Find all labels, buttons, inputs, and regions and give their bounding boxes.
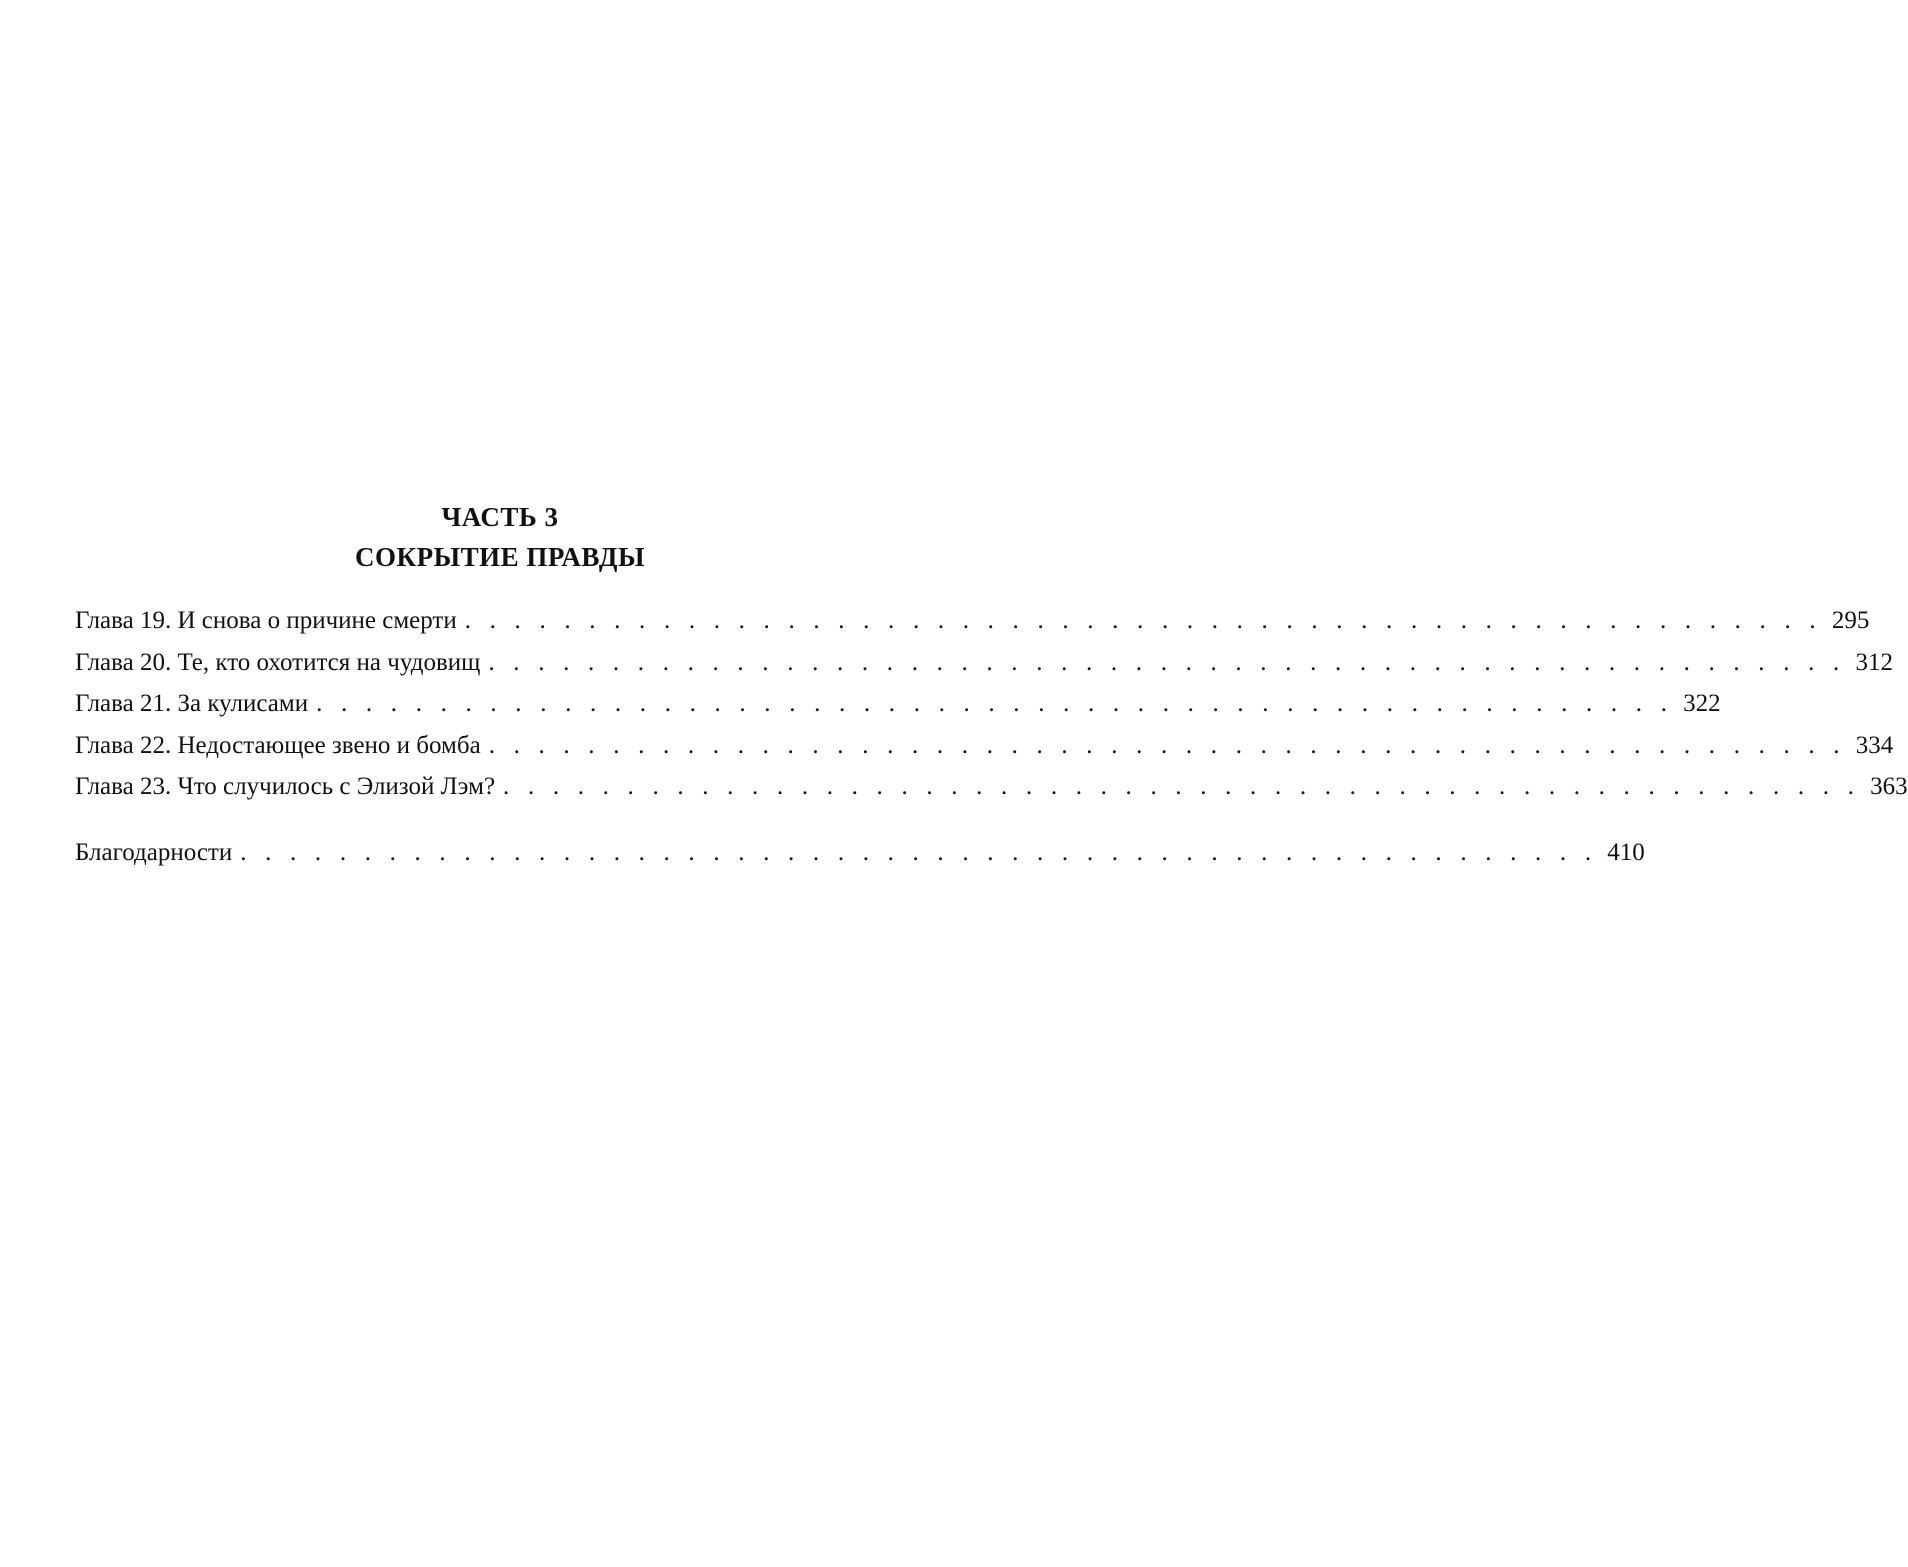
toc-entry [75,725,1894,767]
toc-leader-dots: . . . . . . . . . . . . . . . . . . . . . . . . . . . . . . . . . . . . . . . . . . . . . . . . . . . . . . . [488,648,1846,676]
part-number: ЧАСТЬ 3 [441,502,559,532]
toc-entry-title: Благодарности [75,839,233,866]
toc-entry [75,642,1893,684]
toc-entry-title: Глава 21. За кулисами [75,690,309,717]
toc-entry-title: Глава 20. Те, кто охотится на чудовищ [75,648,481,676]
toc-entry-page: 322 [1683,690,1721,717]
back-matter [75,832,1645,874]
toc-entry [75,766,1908,808]
toc-entry-title: Глава 23. Что случилось с Элизой Лэм? [75,773,496,800]
toc-entry-page: 295 [1831,607,1870,634]
toc-entry-page: 410 [1607,839,1645,866]
table-of-contents [75,600,1908,808]
toc-entry-page: 312 [1855,648,1893,676]
toc-leader-dots: . . . . . . . . . . . . . . . . . . . . . . . . . . . . . . . . . . . . . . . . . . . . . . . . . . . . . . . [240,839,1598,866]
toc-leader-dots: . . . . . . . . . . . . . . . . . . . . . . . . . . . . . . . . . . . . . . . . . . . . . . . . . . . . . . . [488,731,1846,759]
part-header [0,497,1000,577]
toc-entry [75,600,1870,642]
toc-entry-title: Глава 22. Недостающее звено и бомба [75,731,481,759]
part-title: СОКРЫТИЕ ПРАВДЫ [355,542,645,572]
toc-leader-dots: . . . . . . . . . . . . . . . . . . . . . . . . . . . . . . . . . . . . . . . . . . . . . . . . . . . . . . . [503,773,1861,800]
toc-entry-title: Глава 19. И снова о причине смерти [75,607,457,634]
toc-entry-page: 334 [1855,731,1894,759]
toc-entry-page: 363 [1870,773,1908,800]
toc-entry [75,683,1721,725]
toc-leader-dots: . . . . . . . . . . . . . . . . . . . . . . . . . . . . . . . . . . . . . . . . . . . . . . . . . . . . . . . [464,607,1822,634]
toc-leader-dots: . . . . . . . . . . . . . . . . . . . . . . . . . . . . . . . . . . . . . . . . . . . . . . . . . . . . . . . [316,690,1674,717]
toc-entry [75,832,1645,874]
